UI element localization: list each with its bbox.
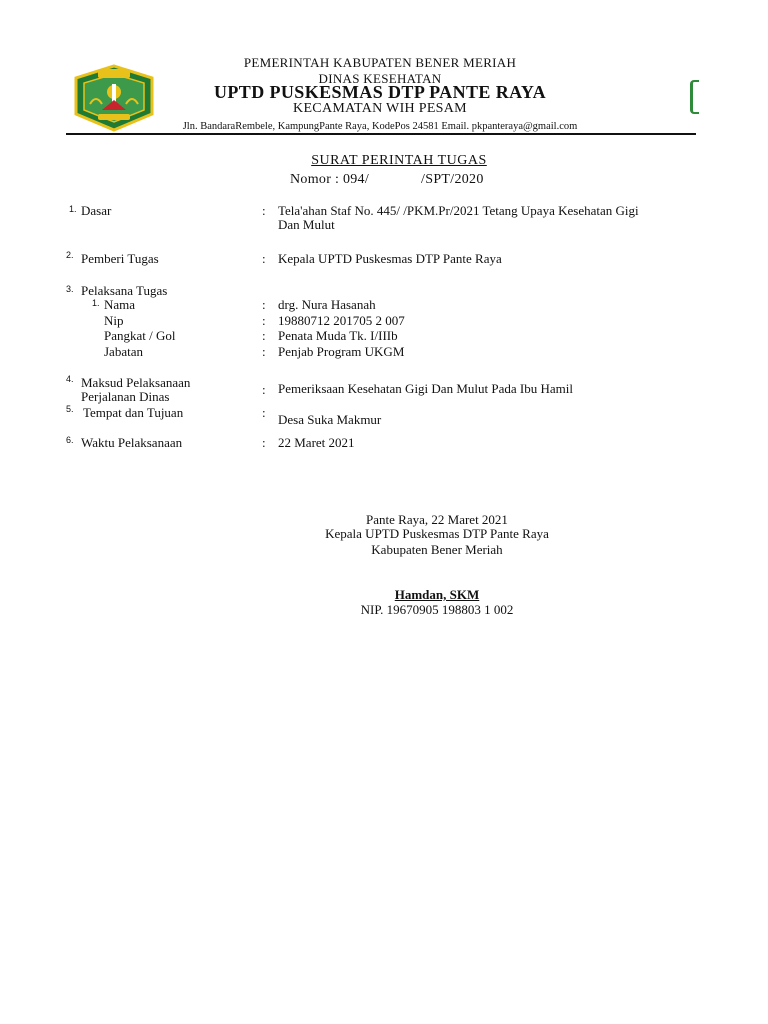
item-number: 2. (66, 250, 74, 260)
header-government: PEMERINTAH KABUPATEN BENER MERIAH (243, 55, 517, 70)
value-waktu-pelaksanaan: 22 Maret 2021 (278, 435, 355, 450)
colon: : (262, 344, 266, 359)
header-unit: UPTD PUSKESMAS DTP PANTE RAYA (214, 82, 546, 102)
value-tempat-tujuan: Desa Suka Makmur (278, 412, 382, 427)
value-pangkat-gol: Penata Muda Tk. I/IIIb (278, 328, 398, 343)
label-waktu-pelaksanaan: Waktu Pelaksanaan (81, 435, 183, 450)
colon: : (262, 251, 266, 266)
value-jabatan: Penjab Program UKGM (278, 344, 405, 359)
value-pemberi-tugas: Kepala UPTD Puskesmas DTP Pante Raya (278, 251, 502, 266)
value-nama: drg. Nura Hasanah (278, 297, 376, 312)
document-title: SURAT PERINTAH TUGAS (311, 153, 487, 168)
label-pemberi-tugas: Pemberi Tugas (81, 251, 159, 266)
colon: : (262, 405, 266, 420)
label-nip: Nip (104, 313, 124, 328)
signature-place-date: Pante Raya, 22 Maret 2021 (366, 512, 508, 527)
item-number: 3. (66, 284, 74, 294)
colon: : (262, 435, 266, 450)
value-maksud: Pemeriksaan Kesehatan Gigi Dan Mulut Pada Ibu Hamil (278, 381, 573, 396)
label-pangkat-gol: Pangkat / Gol (104, 328, 176, 343)
label-tempat-tujuan: Tempat dan Tujuan (83, 405, 184, 420)
value-nip: 19880712 201705 2 007 (278, 313, 405, 328)
label-jabatan: Jabatan (104, 344, 143, 359)
signature-position: Kepala UPTD Puskesmas DTP Pante Raya (325, 526, 549, 541)
label-pelaksana-tugas: Pelaksana Tugas (81, 283, 168, 298)
document-number-prefix: Nomor : 094/ (290, 172, 370, 187)
header-address: Jln. BandaraRembele, KampungPante Raya, KodePos 24581 Email. pkpanteraya@gmail.com (182, 121, 578, 132)
colon: : (262, 313, 266, 328)
document-number (290, 172, 484, 188)
item-number: 6. (66, 435, 74, 445)
item-number: 4. (66, 374, 74, 384)
item-number: 1. (69, 204, 77, 214)
item-number: 5. (66, 404, 74, 414)
colon: : (262, 382, 266, 397)
signature-region: Kabupaten Bener Meriah (371, 542, 503, 557)
edge-bracket-icon (690, 80, 699, 114)
document-number-suffix: /SPT/2020 (421, 172, 484, 187)
signer-nip: NIP. 19670905 198803 1 002 (360, 602, 514, 617)
value-dasar-line2: Dan Mulut (278, 217, 335, 232)
header-district: KECAMATAN WIH PESAM (293, 101, 467, 116)
header-department: DINAS KESEHATAN (318, 71, 442, 86)
colon: : (262, 203, 266, 218)
colon: : (262, 297, 266, 312)
header-divider (66, 133, 696, 135)
signer-name: Hamdan, SKM (394, 587, 480, 602)
value-dasar-line1: Tela'ahan Staf No. 445/ /PKM.Pr/2021 Tetang Upaya Kesehatan Gigi (278, 203, 639, 218)
colon: : (262, 328, 266, 343)
label-dasar: Dasar (81, 203, 112, 218)
sub-item-number: 1. (92, 298, 100, 308)
label-maksud-line2: Perjalanan Dinas (81, 389, 170, 404)
label-nama: Nama (104, 297, 136, 312)
label-maksud-line1: Maksud Pelaksanaan (81, 375, 191, 390)
